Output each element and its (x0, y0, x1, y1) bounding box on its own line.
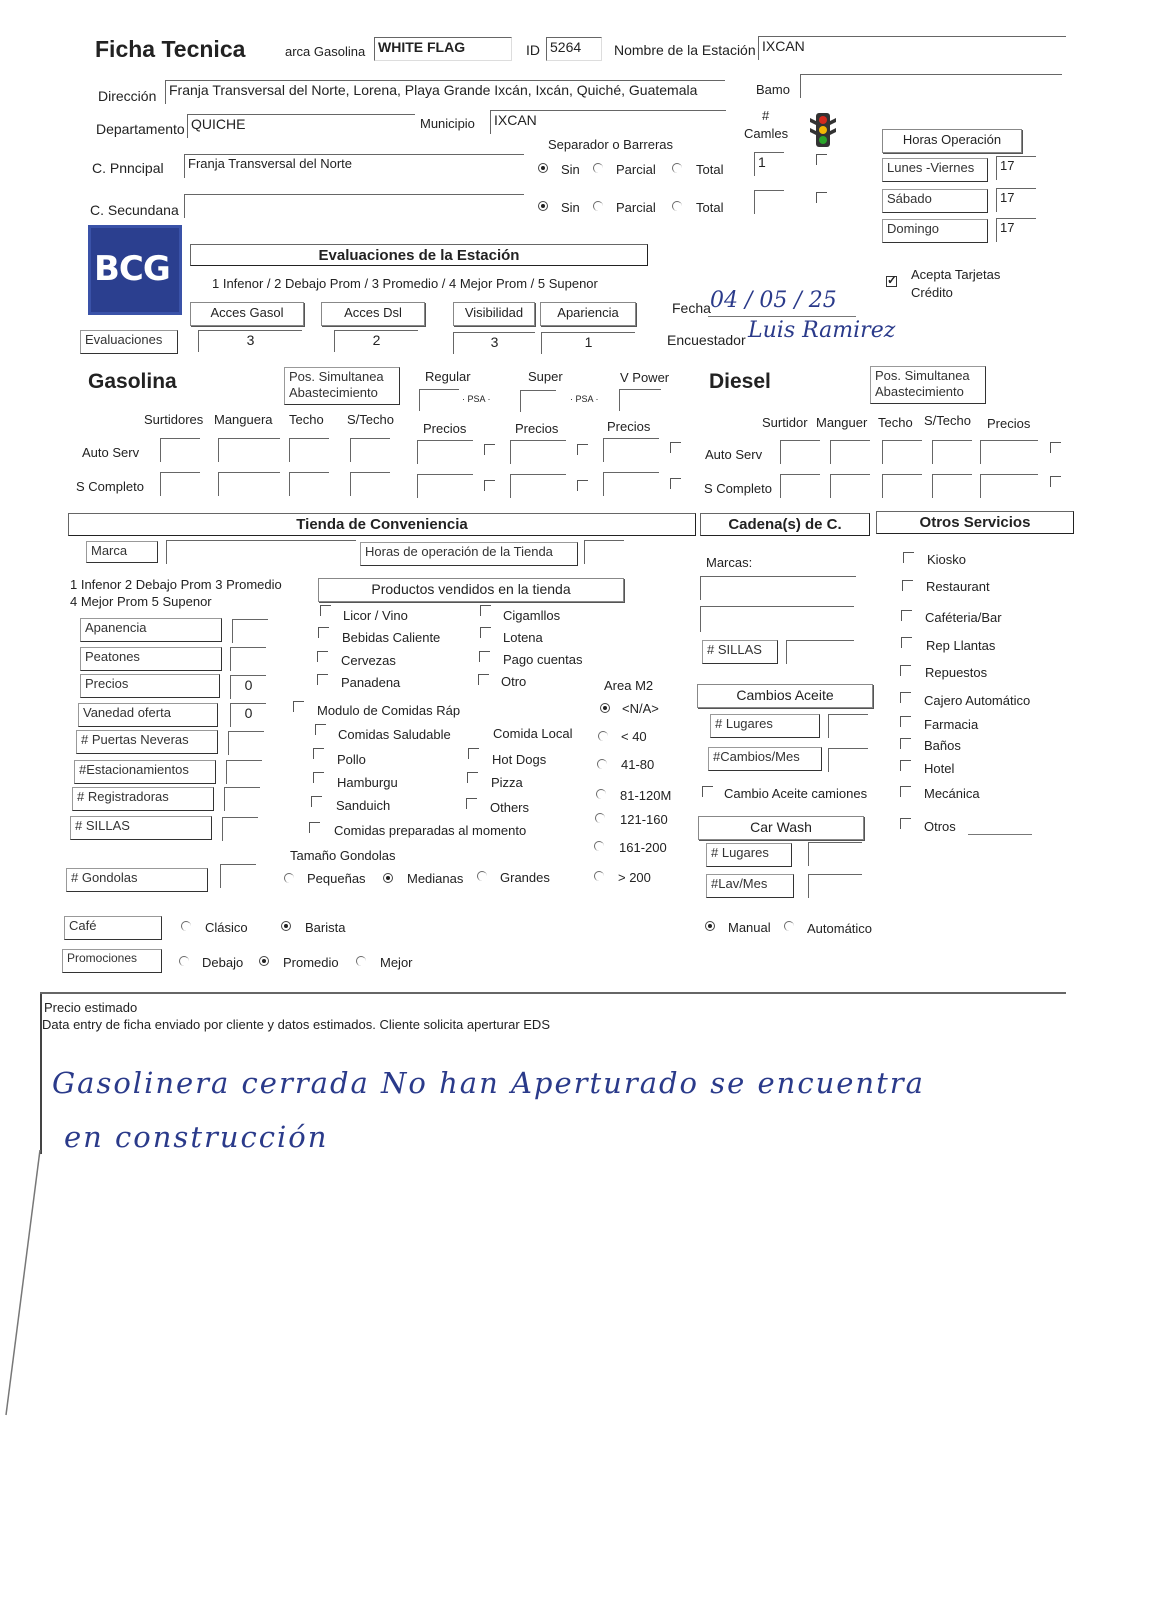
otros-otros-underline (968, 834, 1032, 835)
tamano-pequenas-label: Pequeñas (307, 871, 366, 886)
promo-debajo-label: Debajo (202, 955, 244, 970)
prod-otro-label: Otro (501, 674, 527, 689)
metric-estacionamientos-label: #Estacionamientos (74, 760, 216, 784)
gas-auto-precio-vpower[interactable] (603, 438, 659, 462)
aceite-lugares-field[interactable] (828, 714, 868, 738)
option-label: Parcial (616, 162, 656, 177)
eval-acces-dsl: Acces Dsl (321, 302, 425, 326)
diesel-pos-label (870, 366, 986, 404)
super-label: Super (528, 369, 563, 384)
page-title: Ficha Tecnica (95, 36, 246, 62)
tienda-horas-field[interactable] (584, 540, 624, 564)
prod-licor-checkbox[interactable] (320, 605, 331, 616)
option-label: Parcial (616, 200, 656, 215)
col-surtidores: Surtidores (144, 412, 204, 427)
cambios-aceite-title: Cambios Aceite (697, 684, 873, 708)
gas-auto-techo[interactable] (289, 438, 329, 462)
tarjetas-label-1: Acepta Tarjetas (911, 267, 1001, 282)
eval-acces-gasol: Acces Gasol (190, 302, 304, 326)
option-label: Sin (561, 200, 580, 215)
otros-banos-label: Baños (924, 738, 961, 753)
secundaria-total-radio[interactable] (672, 201, 682, 211)
hours-label-saturday: Sábado (882, 189, 988, 213)
gasolina-pos-label (284, 367, 400, 405)
diesel-auto-stecho[interactable] (932, 440, 972, 464)
prod-cigarrillos-label: Cigamllos (503, 608, 561, 623)
gondolas-field[interactable] (220, 864, 256, 888)
food-pollo-label: Pollo (337, 752, 366, 767)
encuestador-signature: Luis Ramirez (748, 318, 896, 343)
eval-apariencia: Apariencia (540, 302, 636, 326)
diesel-col-stecho: S/Techo (924, 413, 971, 428)
tienda-scale-2: 4 Mejor Prom 5 Supenor (70, 594, 212, 609)
station-field[interactable]: IXCAN (758, 36, 1066, 60)
regular-label: Regular (425, 369, 471, 384)
dept-field[interactable]: QUICHE (187, 114, 415, 138)
camiones-checkbox[interactable] (816, 154, 827, 165)
prod-panaderia-label: Panadena (341, 675, 401, 690)
area-na-radio[interactable] (600, 703, 610, 713)
diesel-auto-precio[interactable] (980, 440, 1038, 464)
secundaria-sin-radio[interactable] (538, 201, 548, 211)
evaluations-row-label: Evaluaciones (80, 330, 178, 354)
prod-loteria-label: Lotena (503, 630, 543, 645)
otros-otros-label: Otros (924, 819, 956, 834)
bcg-logo (88, 225, 182, 315)
area-81-120-radio[interactable] (596, 789, 606, 799)
gas-completo-regular-checkbox[interactable] (484, 480, 495, 491)
otros-mecanica-checkbox[interactable] (900, 786, 911, 797)
col-manguera: Manguera (214, 412, 273, 427)
evaluations-scale: 1 Infenor / 2 Debajo Prom / 3 Promedio / 4 Mejor Prom / 5 Supenor (212, 276, 598, 291)
cafe-barista-radio[interactable] (281, 921, 291, 931)
camiones-secundaria-field[interactable] (754, 190, 784, 214)
prod-pago-checkbox[interactable] (479, 651, 490, 662)
otros-hotel-checkbox[interactable] (900, 760, 911, 771)
eval-visibilidad-value[interactable]: 3 (453, 332, 535, 354)
prod-loteria-checkbox[interactable] (480, 627, 491, 638)
metric-variedad-field[interactable]: 0 (230, 703, 266, 727)
metric-apariencia-field[interactable] (232, 619, 268, 643)
gas-auto-stecho[interactable] (350, 438, 390, 462)
prod-pago-label: Pago cuentas (503, 652, 583, 667)
gas-completo-manguera[interactable] (218, 472, 280, 496)
col-precios-regular: Precios (423, 421, 467, 436)
notes-handwritten-1: Gasolinera cerrada No han Aperturado se encuentra (52, 1066, 925, 1100)
psa-label: · PSA · (570, 394, 599, 404)
eval-acces-gasol-value[interactable]: 3 (198, 330, 302, 352)
otros-hotel-label: Hotel (924, 761, 955, 776)
diesel-auto-checkbox[interactable] (1050, 442, 1061, 453)
metric-estacionamientos-field[interactable] (226, 760, 262, 784)
pos-label-line-2: Abastecimiento (289, 385, 378, 400)
address-field[interactable]: Franja Transversal del Norte, Lorena, Playa Grande Ixcán, Ixcán, Quiché, Guatemala (165, 80, 725, 104)
diesel-title: Diesel (709, 370, 771, 393)
area-121-160-label: 121-160 (620, 812, 668, 827)
tamano-label: Tamaño Gondolas (290, 848, 396, 863)
prod-licor-label: Licor / Vino (343, 608, 408, 623)
food-others-checkbox[interactable] (466, 798, 477, 809)
gasolina-title: Gasolina (88, 370, 177, 393)
metric-peatones-field[interactable] (230, 647, 266, 671)
regular-field[interactable] (419, 389, 459, 411)
area-40-radio[interactable] (598, 731, 608, 741)
area-121-160-radio[interactable] (595, 813, 605, 823)
camiones-field[interactable]: 1 (754, 152, 784, 176)
metric-variedad-label: Vanedad oferta (78, 703, 218, 727)
metric-sillas-field[interactable] (222, 817, 258, 841)
otros-kiosko-checkbox[interactable] (903, 552, 914, 563)
promo-label: Promociones (62, 949, 162, 973)
pos-label-line-2: Abastecimiento (875, 384, 964, 399)
metric-sillas-label: # SILLAS (70, 816, 212, 840)
prod-bebidas-label: Bebidas Caliente (342, 630, 441, 645)
gas-auto-label: Auto Serv (82, 445, 140, 460)
secundaria-label: C. Secundana (90, 202, 179, 218)
principal-label: C. Pnncipal (92, 160, 164, 176)
food-pizza-checkbox[interactable] (467, 772, 478, 783)
promo-promedio-radio[interactable] (259, 956, 269, 966)
aceite-lugares-label: # Lugares (710, 714, 820, 738)
gondolas-label: # Gondolas (66, 868, 208, 892)
gas-auto-super-checkbox[interactable] (577, 444, 588, 455)
tamano-grandes-radio[interactable] (477, 871, 487, 881)
area-161-200-label: 161-200 (619, 840, 667, 855)
food-sanduich-label: Sanduich (336, 798, 391, 813)
address-label: Dirección (98, 88, 157, 104)
psa-label: · PSA · (462, 394, 491, 404)
metric-apariencia-label: Apanencia (80, 618, 222, 642)
eval-apariencia-value[interactable]: 1 (541, 332, 635, 354)
otros-cajero-label: Cajero Automático (924, 693, 1031, 708)
option-label: Total (696, 200, 724, 215)
cafe-clasico-radio[interactable] (181, 921, 191, 931)
gas-completo-surtidores[interactable] (160, 472, 200, 496)
fecha-handwritten: 04 / 05 / 25 (710, 288, 837, 313)
carwash-lugares-label: # Lugares (706, 843, 792, 867)
barrio-field[interactable] (800, 74, 1062, 98)
traffic-light-icon (808, 112, 838, 148)
diesel-completo-techo[interactable] (882, 474, 922, 498)
cadena-sillas-label: # SILLAS (702, 640, 778, 664)
carwash-lav-field[interactable] (808, 874, 862, 898)
area-40-label: < 40 (621, 729, 647, 744)
logo-text: BCG (94, 249, 170, 289)
hours-weekday-field[interactable]: 17 (996, 156, 1036, 180)
metric-puertas-field[interactable] (228, 731, 264, 755)
aceite-cambios-label: #Cambios/Mes (708, 747, 822, 771)
hours-sunday-field[interactable]: 17 (996, 218, 1036, 242)
promo-promedio-label: Promedio (283, 955, 339, 970)
area-na-label: <N/A> (622, 701, 659, 716)
barrio-label: Bamo (756, 82, 790, 97)
metric-precios-field[interactable]: 0 (230, 675, 266, 699)
diesel-completo-checkbox[interactable] (1050, 476, 1061, 487)
gas-completo-label: S Completo (76, 479, 144, 494)
carwash-lugares-field[interactable] (808, 842, 862, 866)
prod-cervezas-label: Cervezas (341, 653, 396, 668)
cadena-section-title: Cadena(s) de C. (700, 513, 870, 536)
area-41-80-radio[interactable] (597, 759, 607, 769)
principal-field[interactable]: Franja Transversal del Norte (184, 154, 524, 178)
brand-field[interactable]: WHITE FLAG (374, 37, 512, 61)
metric-precios-label: Precios (80, 674, 220, 698)
dept-label: Departamento (96, 121, 185, 137)
food-saludable-checkbox[interactable] (315, 724, 326, 735)
tarjetas-label-2: Crédito (911, 285, 953, 300)
notes-left-border-edge (0, 1150, 44, 1420)
diesel-completo-stecho[interactable] (932, 474, 972, 498)
id-label: ID (526, 42, 540, 58)
vpower-label: V Power (620, 370, 670, 385)
gas-auto-vpower-checkbox[interactable] (670, 442, 681, 453)
gas-auto-precio-regular[interactable] (417, 440, 473, 464)
area-161-200-radio[interactable] (594, 841, 604, 851)
promo-mejor-label: Mejor (380, 955, 413, 970)
otros-llantas-checkbox[interactable] (901, 637, 912, 648)
diesel-col-precios: Precios (987, 416, 1031, 431)
carwash-manual-radio[interactable] (705, 921, 715, 931)
col-stecho: S/Techo (347, 412, 394, 427)
marcas-field-2[interactable] (700, 606, 854, 632)
gas-completo-super-checkbox[interactable] (577, 480, 588, 491)
notes-top-border (40, 992, 1066, 994)
diesel-auto-label: Auto Serv (705, 447, 763, 462)
principal-sin-radio[interactable] (538, 163, 548, 173)
preparadas-label: Comidas preparadas al momento (334, 823, 527, 838)
area-81-120-label: 81-120M (620, 788, 672, 803)
food-pizza-label: Pizza (491, 775, 523, 790)
food-hotdogs-label: Hot Dogs (492, 752, 547, 767)
gas-completo-precio-regular[interactable] (417, 474, 473, 498)
gas-auto-precio-super[interactable] (510, 440, 566, 464)
carwash-manual-label: Manual (728, 920, 771, 935)
pos-label-line-1: Pos. Simultanea (289, 369, 384, 384)
comida-local-label: Comida Local (493, 726, 573, 741)
food-sanduich-checkbox[interactable] (311, 796, 322, 807)
cafe-clasico-label: Clásico (205, 920, 248, 935)
diesel-col-manguer: Manguer (816, 415, 868, 430)
area-200-label: > 200 (618, 870, 651, 885)
diesel-auto-techo[interactable] (882, 440, 922, 464)
promo-debajo-radio[interactable] (179, 956, 189, 966)
tienda-scale-1: 1 Infenor 2 Debajo Prom 3 Promedio (70, 577, 282, 592)
prod-bebidas-checkbox[interactable] (318, 627, 329, 638)
pos-label-line-1: Pos. Simultanea (875, 368, 970, 383)
tamano-grandes-label: Grandes (500, 870, 550, 885)
otros-mecanica-label: Mecánica (924, 786, 980, 801)
food-hamburguesa-checkbox[interactable] (313, 772, 324, 783)
area-label: Area M2 (604, 678, 654, 693)
cafe-barista-label: Barista (305, 920, 346, 935)
otros-llantas-label: Rep Llantas (926, 638, 996, 653)
food-hotdogs-checkbox[interactable] (468, 748, 479, 759)
notes-handwritten-2: en construcción (64, 1120, 329, 1154)
option-label: Sin (561, 162, 580, 177)
id-field[interactable]: 5264 (546, 37, 602, 61)
metric-registradoras-field[interactable] (224, 787, 260, 811)
marcas-field-1[interactable] (700, 576, 856, 600)
super-field[interactable] (520, 390, 556, 412)
hours-label-sunday: Domingo (882, 219, 988, 243)
otros-kiosko-label: Kiosko (927, 552, 967, 567)
otros-cafeteria-checkbox[interactable] (901, 610, 912, 621)
cafe-label: Café (64, 916, 162, 940)
encuestador-label: Encuestador (667, 332, 746, 348)
otros-restaurant-checkbox[interactable] (902, 580, 913, 591)
cadena-sillas-field[interactable] (786, 640, 854, 664)
option-label: Total (696, 162, 724, 177)
tamano-medianas-radio[interactable] (383, 873, 393, 883)
prod-cervezas-checkbox[interactable] (317, 651, 328, 662)
carwash-lav-label: #Lav/Mes (706, 874, 794, 898)
gas-completo-techo[interactable] (289, 472, 329, 496)
carwash-title: Car Wash (698, 816, 864, 840)
secundaria-parcial-radio[interactable] (593, 201, 603, 211)
camiones-label: Camles (744, 126, 789, 141)
metric-registradoras-label: # Registradoras (72, 787, 214, 811)
camiones-hash: # (762, 108, 770, 123)
prod-otro-checkbox[interactable] (478, 674, 489, 685)
gas-completo-vpower-checkbox[interactable] (670, 478, 681, 489)
otros-restaurant-label: Restaurant (926, 579, 990, 594)
food-saludable-label: Comidas Saludable (338, 727, 451, 742)
gas-completo-precio-super[interactable] (510, 474, 566, 498)
aceite-cambios-field[interactable] (828, 748, 868, 772)
diesel-auto-surtidor[interactable] (780, 440, 820, 464)
gas-completo-precio-vpower[interactable] (603, 472, 659, 496)
food-hamburguesa-label: Hamburgu (337, 775, 398, 790)
gas-auto-manguera[interactable] (218, 438, 280, 462)
preparadas-checkbox[interactable] (309, 822, 320, 833)
secundaria-field[interactable] (184, 194, 524, 218)
notes-line-1: Precio estimado (44, 1000, 138, 1015)
tamano-medianas-label: Medianas (407, 871, 464, 886)
station-label: Nombre de la Estación (614, 42, 756, 58)
diesel-completo-manguer[interactable] (830, 474, 870, 498)
prod-cigarrillos-checkbox[interactable] (480, 605, 491, 616)
modulo-checkbox[interactable] (293, 701, 304, 712)
fecha-label: Fecha (672, 300, 711, 316)
hours-label-weekday: Lunes -Viernes (882, 158, 988, 182)
promo-mejor-radio[interactable] (356, 956, 366, 966)
brand-label: arca Gasolina (285, 44, 366, 59)
tienda-horas-label: Horas de operación de la Tienda (360, 542, 578, 566)
productos-title: Productos vendidos en la tienda (318, 578, 624, 602)
evaluations-title: Evaluaciones de la Estación (190, 244, 648, 266)
otros-repuestos-label: Repuestos (925, 665, 988, 680)
camiones-secundaria-checkbox[interactable] (816, 192, 827, 203)
eval-visibilidad: Visibilidad (453, 302, 535, 326)
tienda-marca-field[interactable] (166, 540, 356, 564)
vpower-field[interactable] (619, 389, 661, 411)
otros-section-title: Otros Servicios (876, 511, 1074, 534)
gas-completo-stecho[interactable] (350, 472, 390, 496)
principal-parcial-radio[interactable] (593, 163, 603, 173)
metric-peatones-label: Peatones (80, 647, 222, 671)
gas-auto-regular-checkbox[interactable] (484, 444, 495, 455)
muni-field[interactable]: IXCAN (490, 110, 726, 134)
diesel-completo-label: S Completo (704, 481, 772, 496)
aceite-camiones-checkbox[interactable] (702, 786, 713, 797)
otros-cajero-checkbox[interactable] (900, 692, 911, 703)
otros-repuestos-checkbox[interactable] (900, 665, 911, 676)
diesel-completo-precio[interactable] (980, 474, 1038, 498)
carwash-auto-label: Automático (807, 921, 873, 936)
col-techo: Techo (289, 412, 324, 427)
notes-line-2: Data entry de ficha enviado por cliente y datos estimados. Cliente solicita aperturar EDS (42, 1017, 550, 1032)
diesel-completo-surtidor[interactable] (780, 474, 820, 498)
diesel-col-techo: Techo (878, 415, 913, 430)
diesel-auto-manguer[interactable] (830, 440, 870, 464)
otros-cafeteria-label: Caféteria/Bar (925, 610, 1002, 625)
marcas-label: Marcas: (706, 555, 753, 570)
fecha-underline (708, 316, 856, 317)
separador-label: Separador o Barreras (548, 137, 674, 152)
otros-otros-checkbox[interactable] (900, 818, 911, 829)
tarjetas-checkbox[interactable] (886, 276, 897, 287)
diesel-col-surtidor: Surtidor (762, 415, 808, 430)
otros-banos-checkbox[interactable] (900, 738, 911, 749)
muni-label: Municipio (420, 116, 475, 131)
tamano-pequenas-radio[interactable] (284, 873, 294, 883)
area-41-80-label: 41-80 (621, 757, 655, 772)
modulo-label: Modulo de Comidas Ráp (317, 703, 461, 718)
otros-farmacia-label: Farmacia (924, 717, 979, 732)
principal-total-radio[interactable] (672, 163, 682, 173)
hours-title: Horas Operación (882, 129, 1022, 153)
tienda-marca-label: Marca (86, 541, 158, 563)
aceite-camiones-label: Cambio Aceite camiones (724, 786, 868, 801)
col-precios-super: Precios (515, 421, 559, 436)
otros-farmacia-checkbox[interactable] (900, 716, 911, 727)
food-pollo-checkbox[interactable] (313, 748, 324, 759)
prod-panaderia-checkbox[interactable] (317, 674, 328, 685)
col-precios-vpower: Precios (607, 419, 651, 434)
food-others-label: Others (490, 800, 530, 815)
area-200-radio[interactable] (594, 871, 604, 881)
metric-puertas-label: # Puertas Neveras (76, 730, 218, 754)
gas-auto-surtidores[interactable] (160, 438, 200, 462)
tienda-section-title: Tienda de Conveniencia (68, 513, 696, 536)
hours-saturday-field[interactable]: 17 (996, 188, 1036, 212)
eval-acces-dsl-value[interactable]: 2 (334, 330, 418, 352)
carwash-auto-radio[interactable] (784, 921, 794, 931)
